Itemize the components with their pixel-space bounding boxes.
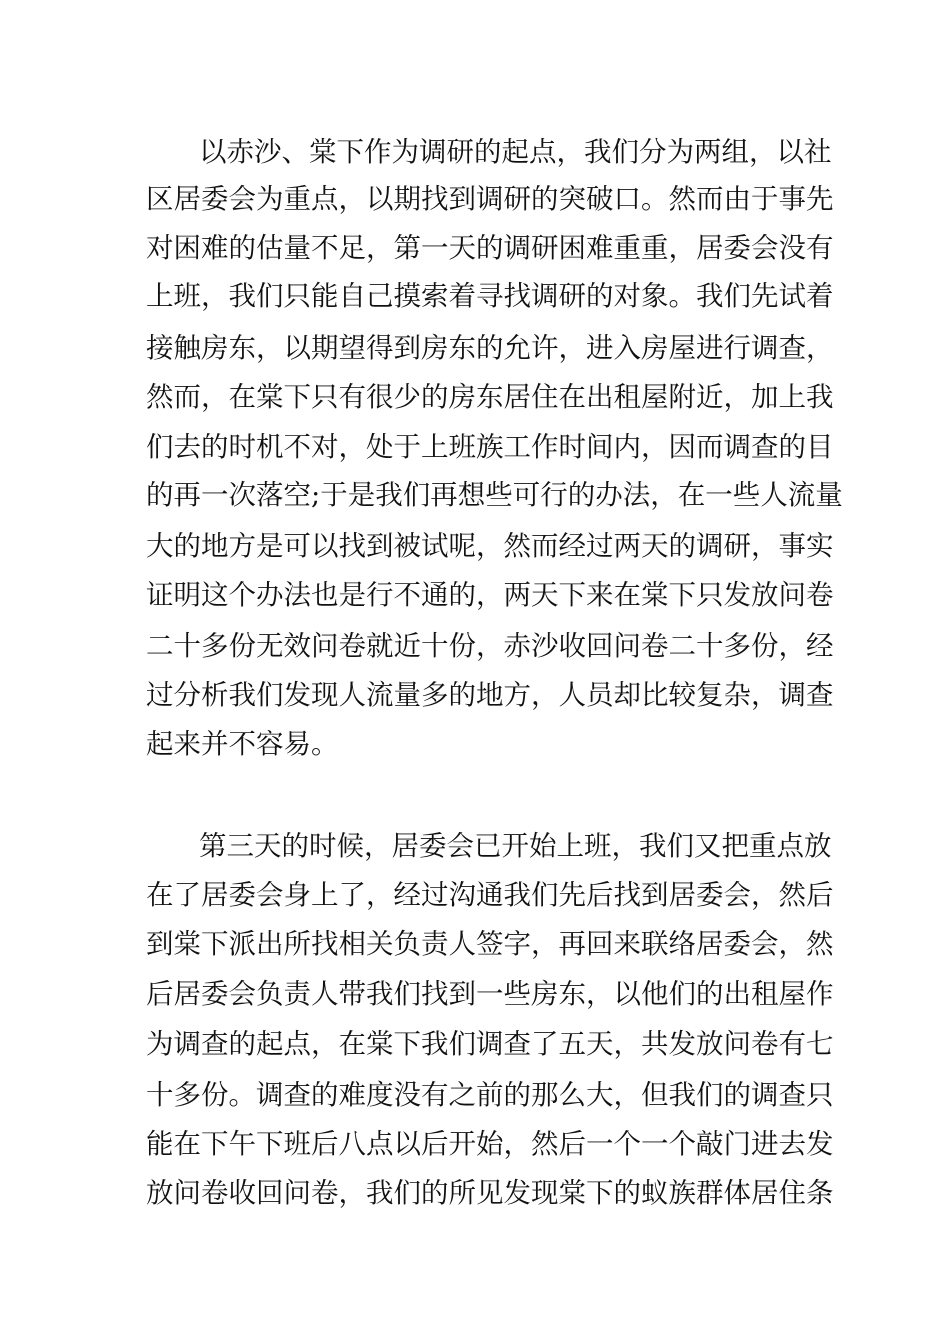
paragraph-1-line-5: 接触房东，以期望得到房东的允许，进入房屋进行调查， (146, 332, 834, 364)
paragraph-1-line-9: 大的地方是可以找到被试呢，然而经过两天的调研，事实 (146, 530, 834, 562)
paragraph-1-line-1: 以赤沙、棠下作为调研的起点，我们分为两组，以社 (199, 136, 832, 168)
paragraph-1-line-6: 然而，在棠下只有很少的房东居住在出租屋附近，加上我 (146, 381, 834, 413)
paragraph-2-line-6: 十多份。调查的难度没有之前的那么大，但我们的调查只 (146, 1079, 834, 1111)
paragraph-1-line-3: 对困难的估量不足，第一天的调研困难重重，居委会没有 (146, 232, 834, 264)
paragraph-2-line-4: 后居委会负责人带我们找到一些房东，以他们的出租屋作 (146, 978, 834, 1010)
paragraph-1-line-11: 二十多份无效问卷就近十份，赤沙收回问卷二十多份，经 (146, 630, 834, 662)
paragraph-2-line-1: 第三天的时候，居委会已开始上班，我们又把重点放 (199, 830, 832, 862)
paragraph-2-line-8: 放问卷收回问卷，我们的所见发现棠下的蚁族群体居住条 (146, 1177, 834, 1209)
paragraph-2-line-7: 能在下午下班后八点以后开始，然后一个一个敲门进去发 (146, 1128, 834, 1160)
paragraph-1-line-2: 区居委会为重点，以期找到调研的突破口。然而由于事先 (146, 183, 834, 215)
paragraph-2-line-5: 为调查的起点，在棠下我们调查了五天，共发放问卷有七 (146, 1028, 834, 1060)
paragraph-1-line-7: 们去的时机不对，处于上班族工作时间内，因而调查的目 (146, 431, 834, 463)
paragraph-1-line-13: 起来并不容易。 (146, 728, 339, 760)
paragraph-1-line-4: 上班，我们只能自己摸索着寻找调研的对象。我们先试着 (146, 280, 834, 312)
paragraph-1-line-12: 过分析我们发现人流量多的地方，人员却比较复杂，调查 (146, 679, 834, 711)
paragraph-2-line-3: 到棠下派出所找相关负责人签字，再回来联络居委会，然 (146, 928, 834, 960)
paragraph-2-line-2: 在了居委会身上了，经过沟通我们先后找到居委会，然后 (146, 879, 834, 911)
paragraph-1-line-8: 的再一次落空;于是我们再想些可行的办法，在一些人流量 (146, 479, 843, 511)
paragraph-2-line-9 (146, 1225, 806, 1261)
paragraph-1-line-10: 证明这个办法也是行不通的，两天下来在棠下只发放问卷 (146, 579, 834, 611)
